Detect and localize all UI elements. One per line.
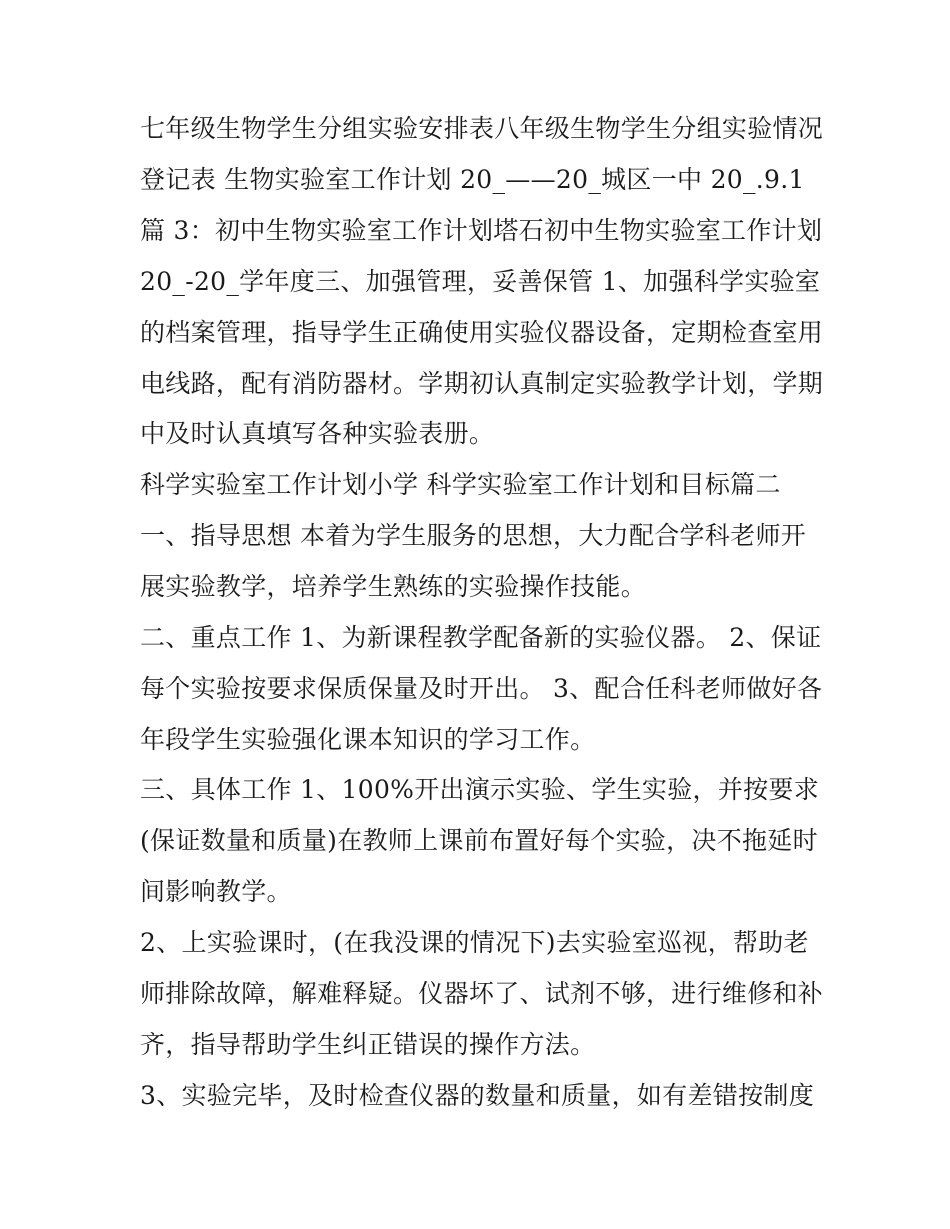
text-line: 3、实验完毕，及时检查仪器的数量和质量，如有差错按制度 (140, 1081, 815, 1110)
text-line: 年段学生实验强化课本知识的学习工作。 (140, 725, 596, 754)
text-line: 一、指导思想 本着为学生服务的思想，大力配合学科老师开 (140, 521, 807, 550)
text-line: (保证数量和质量)在教师上课前布置好每个实验，决不拖延时 (140, 826, 818, 855)
text-line: 的档案管理，指导学生正确使用实验仪器设备，定期检查室用 (140, 318, 824, 347)
text-line: 篇 3：初中生物实验室工作计划塔石初中生物实验室工作计划 (140, 216, 823, 245)
text-line: 师排除故障，解难释疑。仪器坏了、试剂不够，进行维修和补 (140, 979, 824, 1008)
text-line: 每个实验按要求保质保量及时开出。 3、配合任科老师做好各 (140, 674, 823, 703)
text-line: 中及时认真填写各种实验表册。 (140, 419, 495, 448)
text-line: 齐，指导帮助学生纠正错误的操作方法。 (140, 1030, 596, 1059)
text-line: 电线路，配有消防器材。学期初认真制定实验教学计划，学期 (140, 369, 824, 398)
text-line: 登记表 生物实验室工作计划 20_——20_城区一中 20_.9.1 (140, 165, 805, 194)
text-line: 间影响教学。 (140, 877, 292, 906)
text-line: 20_-20_学年度三、加强管理，妥善保管 1、加强科学实验室 (140, 267, 821, 296)
text-line: 二、重点工作 1、为新课程教学配备新的实验仪器。 2、保证 (140, 623, 822, 652)
text-line: 七年级生物学生分组实验安排表八年级生物学生分组实验情况 (140, 114, 824, 143)
text-line: 科学实验室工作计划小学 科学实验室工作计划和目标篇二 (140, 470, 781, 499)
text-line: 三、具体工作 1、100%开出演示实验、学生实验，并按要求 (140, 775, 820, 804)
text-line: 展实验教学，培养学生熟练的实验操作技能。 (140, 572, 647, 601)
text-line: 2、上实验课时，(在我没课的情况下)去实验室巡视，帮助老 (140, 928, 809, 957)
